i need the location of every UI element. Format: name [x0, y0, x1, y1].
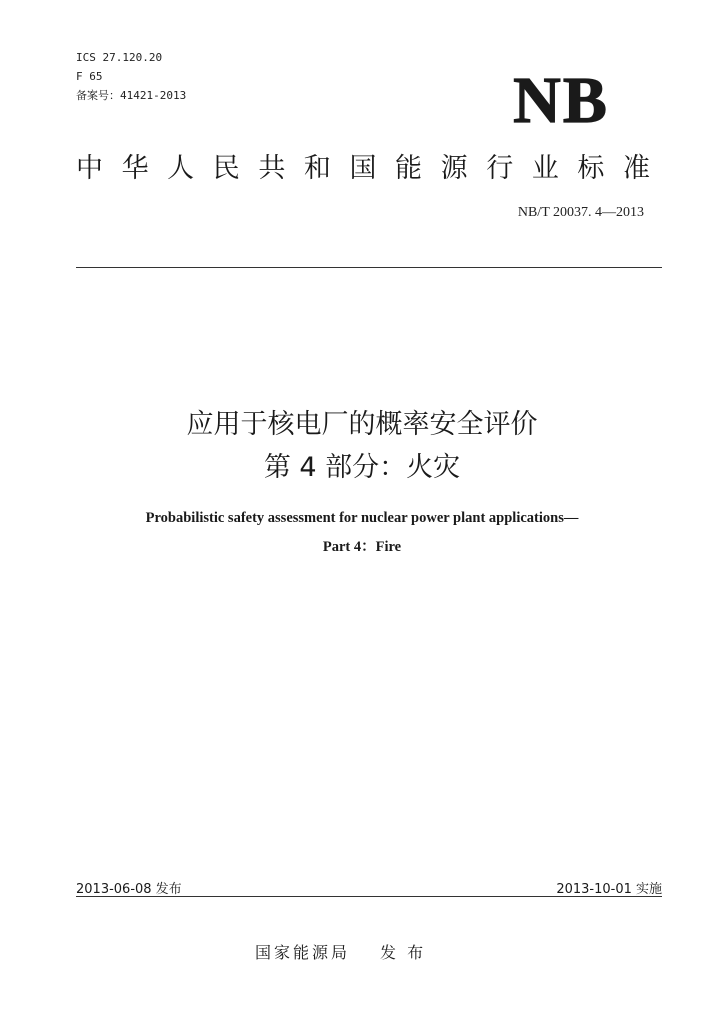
- category-char: 华: [121, 153, 149, 184]
- standard-category-title: [76, 151, 650, 187]
- category-char: 标: [577, 153, 605, 184]
- category-char: 能: [395, 153, 423, 184]
- nb-logo: [486, 70, 636, 128]
- implementation-date: 2013-10-01 实施: [556, 882, 662, 897]
- standard-number: NB/T 20037. 4—2013: [517, 205, 644, 220]
- category-char: 行: [486, 153, 514, 184]
- classification-block: [76, 48, 186, 105]
- record-number: 备案号：41421-2013: [76, 89, 187, 102]
- publisher-name: 国家能源局: [255, 943, 351, 962]
- category-char: 人: [167, 153, 195, 184]
- issue-date: 2013-06-08 发布: [76, 882, 182, 897]
- category-char: 业: [531, 153, 559, 184]
- nb-logo-text: NB: [513, 70, 609, 128]
- publisher-line: [255, 940, 426, 963]
- category-char: 源: [440, 153, 468, 184]
- category-char: 中: [76, 153, 103, 184]
- ics-code: ICS 27.120.20: [76, 51, 163, 64]
- top-divider: [76, 267, 662, 268]
- chinese-title-line-1: 应用于核电厂的概率安全评价: [186, 409, 538, 440]
- chinese-title-line-2: 第 4 部分：火灾: [263, 452, 461, 483]
- category-char: 准: [622, 153, 650, 184]
- publish-action: 发 布: [380, 943, 427, 962]
- category-char: 共: [258, 153, 286, 184]
- category-char: 国: [349, 153, 377, 184]
- ccs-code: F 65: [76, 70, 103, 83]
- category-char: 和: [303, 153, 331, 184]
- category-char: 民: [212, 153, 240, 184]
- english-title-line-1: Probabilistic safety assessment for nuclear power plant applications—: [145, 510, 579, 526]
- english-title-line-2: Part 4：Fire: [322, 539, 402, 555]
- bottom-divider: [76, 896, 662, 897]
